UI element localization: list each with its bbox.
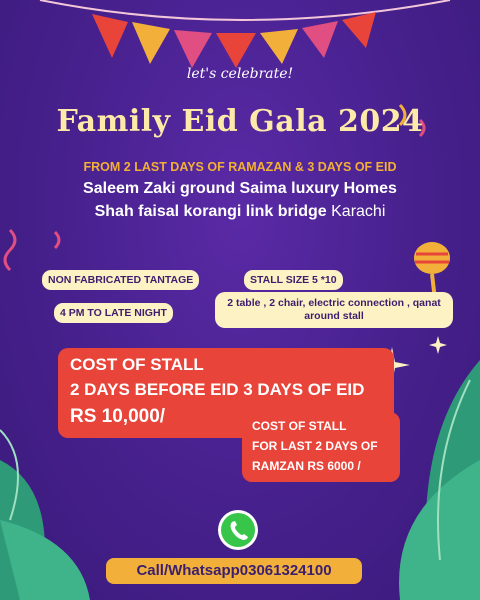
call-whatsapp-button[interactable]: Call/Whatsapp03061324100	[106, 558, 362, 584]
venue-line-1: Saleem Zaki ground Saima luxury Homes	[83, 180, 397, 197]
ramzan-stall-price-box	[242, 412, 400, 482]
ramzan-price-days: FOR LAST 2 DAYS OF	[252, 439, 378, 453]
venue-city: Karachi	[331, 203, 386, 220]
stall-size-pill: STALL SIZE 5 *10	[244, 270, 343, 290]
eid-price-amount: RS 10,000/	[70, 406, 166, 427]
event-dates: FROM 2 LAST DAYS OF RAMAZAN & 3 DAYS OF EID	[83, 160, 397, 174]
amenities-pill: 2 table , 2 chair, electric connection , qanat around stall	[215, 292, 453, 328]
sparkle-small-icon	[428, 335, 448, 355]
ramzan-price-amount: RAMZAN RS 6000 /	[252, 459, 361, 473]
timing-pill: 4 PM TO LATE NIGHT	[54, 303, 173, 323]
ramzan-price-heading: COST OF STALL	[252, 419, 347, 433]
venue-address: Shah faisal korangi link bridge	[94, 203, 327, 220]
venue-line-2	[0, 203, 480, 221]
eid-price-heading: COST OF STALL	[70, 355, 204, 374]
bunting-decoration	[0, 0, 480, 70]
whatsapp-icon[interactable]	[218, 510, 258, 550]
tagline: let's celebrate!	[186, 66, 294, 82]
poster-title: Family Eid Gala 2024	[56, 104, 424, 139]
fabrication-pill: NON FABRICATED TANTAGE	[42, 270, 199, 290]
eid-price-days: 2 DAYS BEFORE EID 3 DAYS OF EID	[70, 380, 365, 399]
